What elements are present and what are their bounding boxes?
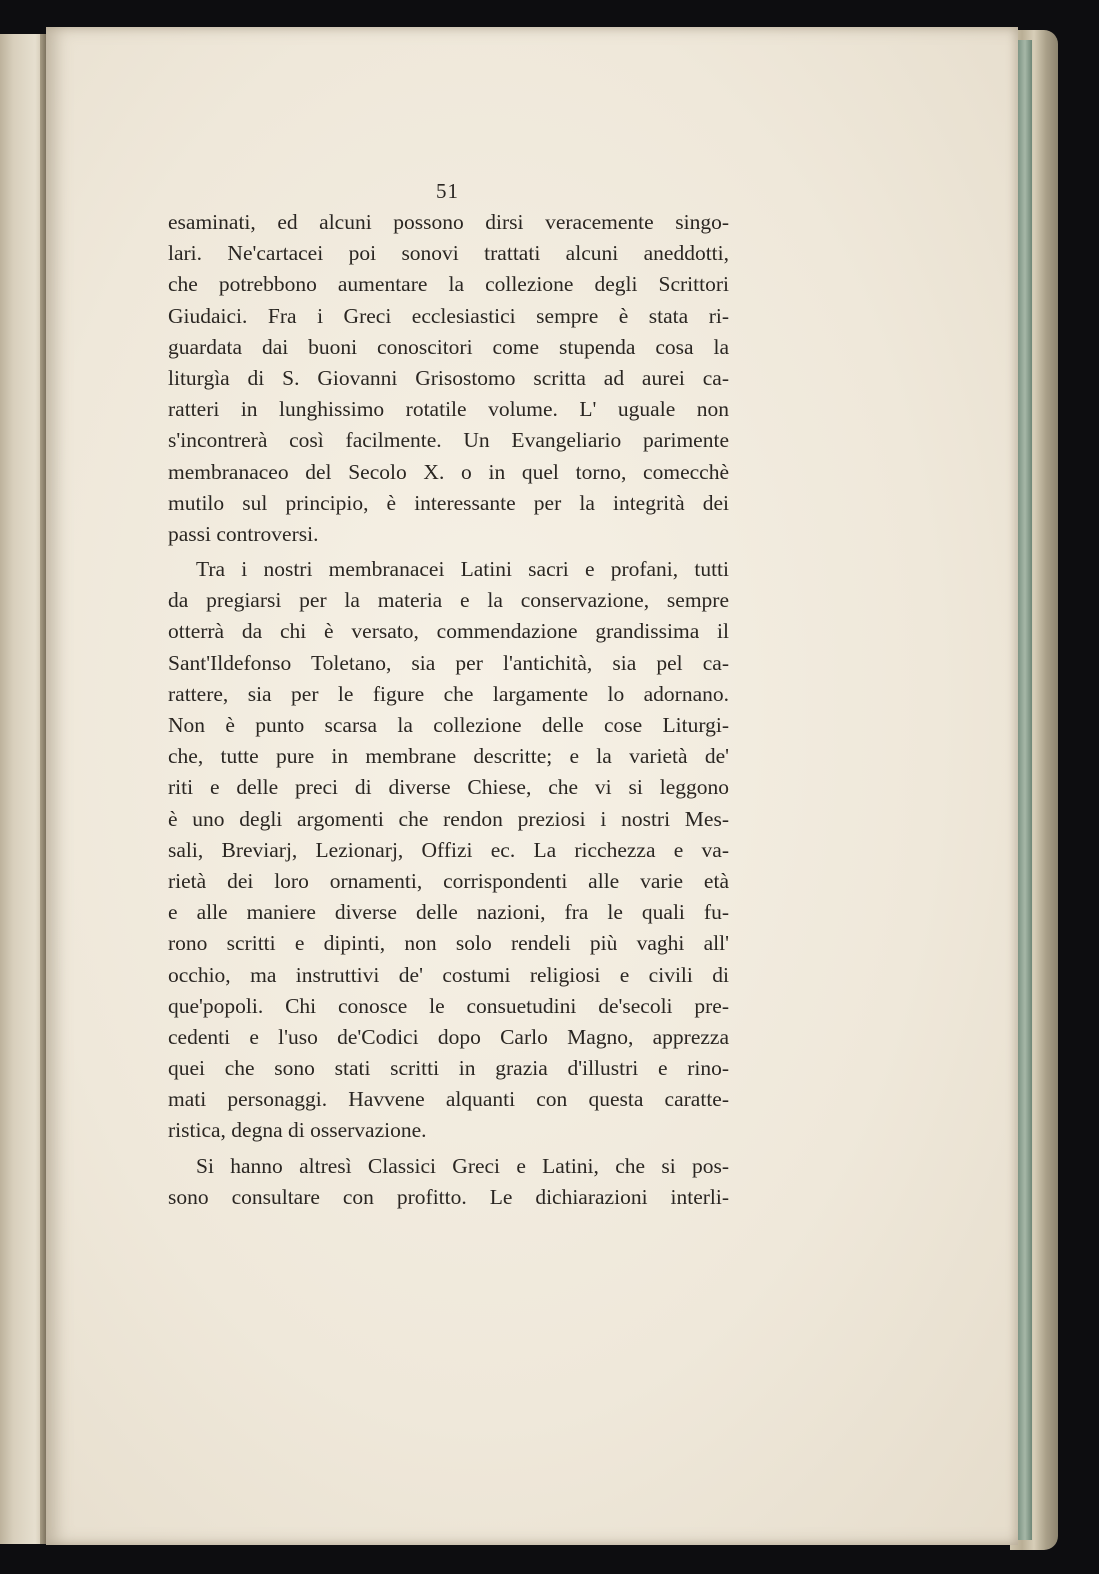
text-line: guardata dai buoni conoscitori come stupenda cosa la bbox=[168, 334, 729, 359]
text-line: passi controversi. bbox=[168, 521, 319, 546]
text-line: mutilo sul principio, è interessante per la integrità dei bbox=[168, 490, 729, 515]
text-line: otterrà da chi è versato, commendazione grandissima il bbox=[168, 619, 729, 644]
text-line: Non è punto scarsa la collezione delle cose Liturgi- bbox=[168, 713, 729, 737]
previous-leaf-edge bbox=[0, 34, 44, 1544]
text-line: lari. Ne'cartacei poi sonovi trattati alcuni aneddotti, bbox=[168, 241, 729, 266]
text-line: rattere, sia per le figure che largamente lo adornano. bbox=[168, 681, 729, 706]
fore-edge-tint bbox=[1018, 40, 1032, 1540]
text-line: s'incontrerà così facilmente. Un Evangeliario parimente bbox=[168, 428, 729, 453]
text-line: sono consultare con profitto. Le dichiarazioni interli- bbox=[168, 1184, 729, 1209]
text-line: liturgìa di S. Giovanni Grisostomo scritta ad aurei ca- bbox=[168, 365, 729, 390]
text-line: da pregiarsi per la materia e la conservazione, sempre bbox=[168, 588, 729, 613]
text-line: esaminati, ed alcuni possono dirsi veracemente singo- bbox=[168, 210, 729, 234]
text-line: riti e delle preci di diverse Chiese, che vi si leggono bbox=[168, 775, 729, 800]
text-line: rietà dei loro ornamenti, corrispondenti alle varie età bbox=[168, 868, 729, 893]
page-number: 51 bbox=[436, 179, 459, 203]
text-line: rono scritti e dipinti, non solo rendeli più vaghi all' bbox=[168, 931, 729, 956]
text-line: quei che sono stati scritti in grazia d'illustri e rino- bbox=[168, 1056, 729, 1081]
text-line: Giudaici. Fra i Greci ecclesiastici sempre è stata ri- bbox=[168, 303, 729, 328]
text-line: è uno degli argomenti che rendon preziosi i nostri Mes- bbox=[168, 806, 729, 831]
text-line: che potrebbono aumentare la collezione degli Scrittori bbox=[168, 272, 729, 297]
text-line: mati personaggi. Havvene alquanti con questa caratte- bbox=[168, 1087, 729, 1112]
text-line: Tra i nostri membranacei Latini sacri e profani, tutti bbox=[196, 557, 729, 582]
text-line: ristica, degna di osservazione. bbox=[168, 1118, 427, 1143]
text-line: Sant'Ildefonso Toletano, sia per l'antichità, sia pel ca- bbox=[168, 650, 729, 675]
page-body-text bbox=[168, 207, 729, 1213]
text-line: che, tutte pure in membrane descritte; e la varietà de' bbox=[168, 744, 729, 769]
text-line: que'popoli. Chi conosce le consuetudini de'secoli pre- bbox=[168, 993, 729, 1018]
text-line: Si hanno altresì Classici Greci e Latini, che si pos- bbox=[196, 1153, 729, 1178]
text-line: membranaceo del Secolo X. o in quel torno, comecchè bbox=[168, 459, 729, 484]
text-line: cedenti e l'uso de'Codici dopo Carlo Magno, apprezza bbox=[168, 1024, 729, 1049]
text-line: occhio, ma instruttivi de' costumi religiosi e civili di bbox=[168, 962, 729, 987]
text-line: e alle maniere diverse delle nazioni, fra le quali fu- bbox=[168, 900, 729, 925]
text-line: ratteri in lunghissimo rotatile volume. L' uguale non bbox=[168, 397, 729, 422]
text-line: sali, Breviarj, Lezionarj, Offizi ec. La ricchezza e va- bbox=[168, 837, 729, 862]
